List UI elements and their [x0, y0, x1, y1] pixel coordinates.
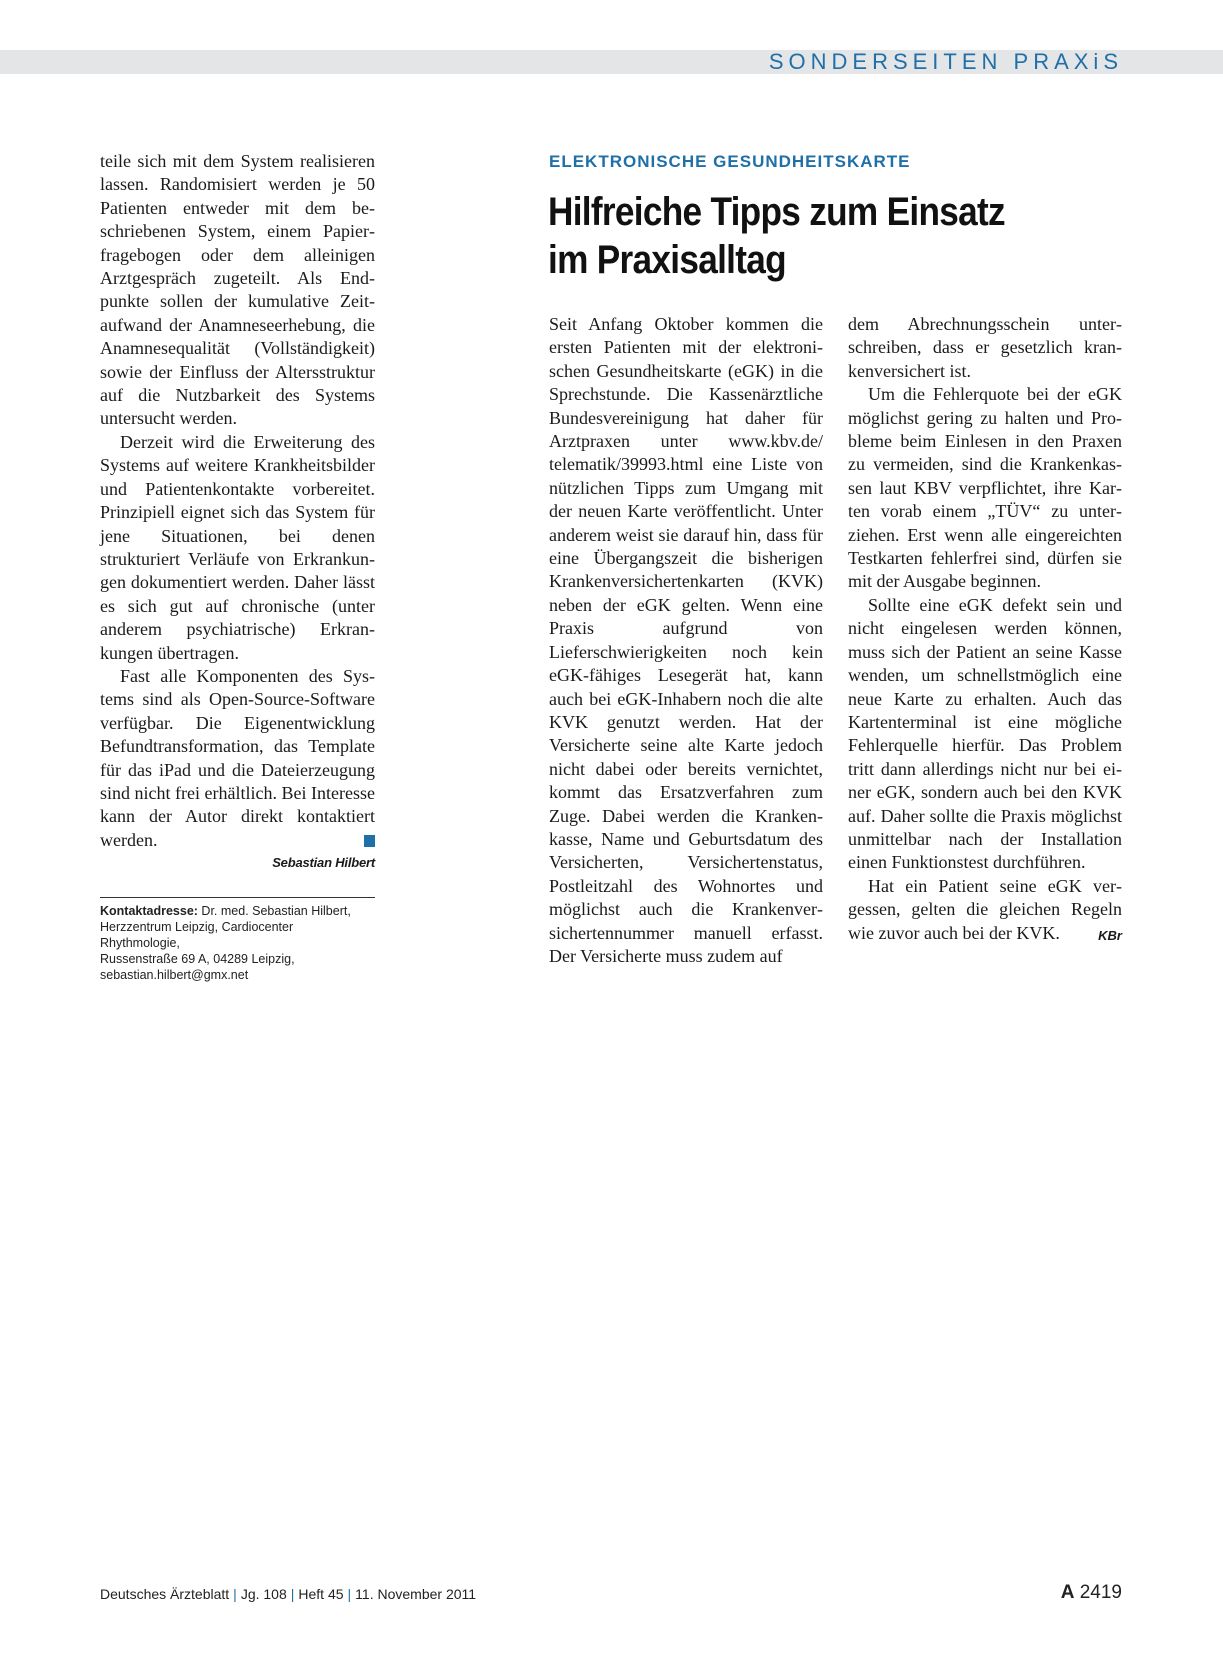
separator: | [347, 1586, 352, 1602]
separator: | [290, 1586, 295, 1602]
contact-line: Herzzentrum Leipzig, Cardiocenter Rhythmologie, [100, 920, 294, 950]
page-footer [100, 1582, 1122, 1606]
paragraph: Derzeit wird die Erweiterung des Systems auf weitere Krankheitsbilder und Patientenkontakte vorbereitet. Prinzipiell eignet sich das System für jene Situationen, bei denen strukturiert Verläufe von Erkrankungen dokumentiert werden. Daher lässt es sich gut auf chronische (unter anderem psychiatrische) Erkrankungen übertragen. [100, 431, 375, 663]
author-abbreviation: KBr [1098, 927, 1122, 943]
section-label: SONDERSEITEN PRAXiS [768, 49, 1123, 74]
issue: Heft 45 [298, 1586, 344, 1602]
column-right [848, 313, 1122, 947]
page-number [1061, 1582, 1122, 1604]
publication-date: 11. November 2011 [355, 1586, 477, 1602]
column-left [100, 150, 375, 874]
contact-label: Kontaktadresse: [100, 904, 198, 918]
headline-line: im Praxisalltag [548, 238, 786, 282]
article-headline [548, 188, 1041, 284]
contact-address [100, 897, 375, 983]
paragraph [100, 665, 375, 852]
contact-email: sebastian.hilbert@gmx.net [100, 968, 249, 982]
separator: | [233, 1586, 237, 1602]
paragraph: dem Abrechnungsschein unterschreiben, dass er gesetzlich krankenversichert ist. [848, 314, 1122, 381]
journal-name: Deutsches Ärzteblatt [100, 1586, 230, 1602]
author-name: Sebastian Hilbert [272, 855, 375, 871]
headline-line: Hilfreiche Tipps zum Einsatz [548, 190, 1005, 234]
page-number-value: 2419 [1079, 1582, 1122, 1603]
volume: Jg. 108 [240, 1586, 287, 1602]
paragraph: Sollte eine eGK defekt sein und nicht eingelesen werden können, muss sich der Patient an seine Kasse wenden, um schnellstmöglich eine neue Karte zu erhalten. Auch das Kartenterminal ist eine mögliche Fehlerquelle hierfür. Das Problem tritt dann allerdings nicht nur bei einer eGK, sondern auch bei den KVK auf. Daher sollte die Praxis möglichst unmittelbar nach der Installation einen Funktionstest durchführen. [848, 594, 1122, 873]
page-prefix: A [1060, 1582, 1075, 1603]
paragraph: teile sich mit dem System realisieren lassen. Randomisiert werden je 50 Patienten entweder mit dem beschriebenen System, einem Papierfragebogen oder dem alleinigen Arztgespräch zugeteilt. Als Endpunkte sollen der kumulative Zeitaufwand der Anamneseerhebung, die Anamnesequalität (Vollständigkeit) sowie der Einfluss der Altersstruktur auf die Nutzbarkeit des Systems untersucht werden. [100, 151, 375, 429]
paragraph-text: Fast alle Komponenten des Systems sind als Open-Source-Software verfügbar. Die Eigenentwicklung Befundtransformation, das Template für das iPad und die Dateierzeugung sind nicht frei erhältlich. Bei Interesse kann der Autor direkt kontaktiert werden. [100, 665, 375, 850]
end-square-icon [364, 835, 375, 847]
paragraph: Seit Anfang Oktober kommen die ersten Patienten mit der elektronischen Gesundheitskarte (eGK) in die Sprechstunde. Die Kassenärztliche Bundesvereinigung hat daher für Arztpraxen unter www.kbv.de/ telematik/39993.html eine Liste von nützlichen Tipps zum Umgang mit der neuen Karte veröffentlicht. Unter anderem weist sie darauf hin, dass für eine Übergangszeit die bisherigen Krankenversichertenkarten (KVK) neben der eGK gelten. Wenn eine Praxis aufgrund von Lieferschwierigkeiten noch kein eGK-fähiges Lesegerät hat, kann auch bei eGK-Inhabern noch die alte KVK genutzt werden. Hat der Versicherte seine alte Karte jedoch nicht dabei oder bereits vernichtet, kommt das Ersatzverfahren zum Zuge. Dabei werden die Krankenkasse, Name und Geburtsdatum des Versicherten, Versichertenstatus, Postleitzahl des Wohnortes und möglichst auch die Krankenversichertennummer manuell erfasst. Der Versicherte muss zudem auf [549, 314, 823, 966]
contact-line: Dr. med. Sebastian Hilbert, [197, 904, 351, 918]
column-middle [549, 313, 823, 968]
paragraph-text: Hat ein Patient seine eGK vergessen, gelten die gleichen Regeln wie zuvor auch bei der KVK. [848, 875, 1122, 943]
paragraph: Um die Fehlerquote bei der eGK möglichst gering zu halten und Probleme beim Einlesen in den Praxen zu vermeiden, sind die Krankenkassen laut KBV verpflichtet, ihre Karten vorab einem „TÜV“ zu unterziehen. Erst wenn alle eingereichten Testkarten fehlerfrei sind, dürfen sie mit der Ausgabe beginnen. [848, 384, 1122, 592]
contact-line: Russenstraße 69 A, 04289 Leipzig, [100, 952, 295, 966]
paragraph [848, 875, 1122, 945]
article-kicker: ELEKTRONISCHE GESUNDHEITSKARTE [549, 152, 911, 171]
